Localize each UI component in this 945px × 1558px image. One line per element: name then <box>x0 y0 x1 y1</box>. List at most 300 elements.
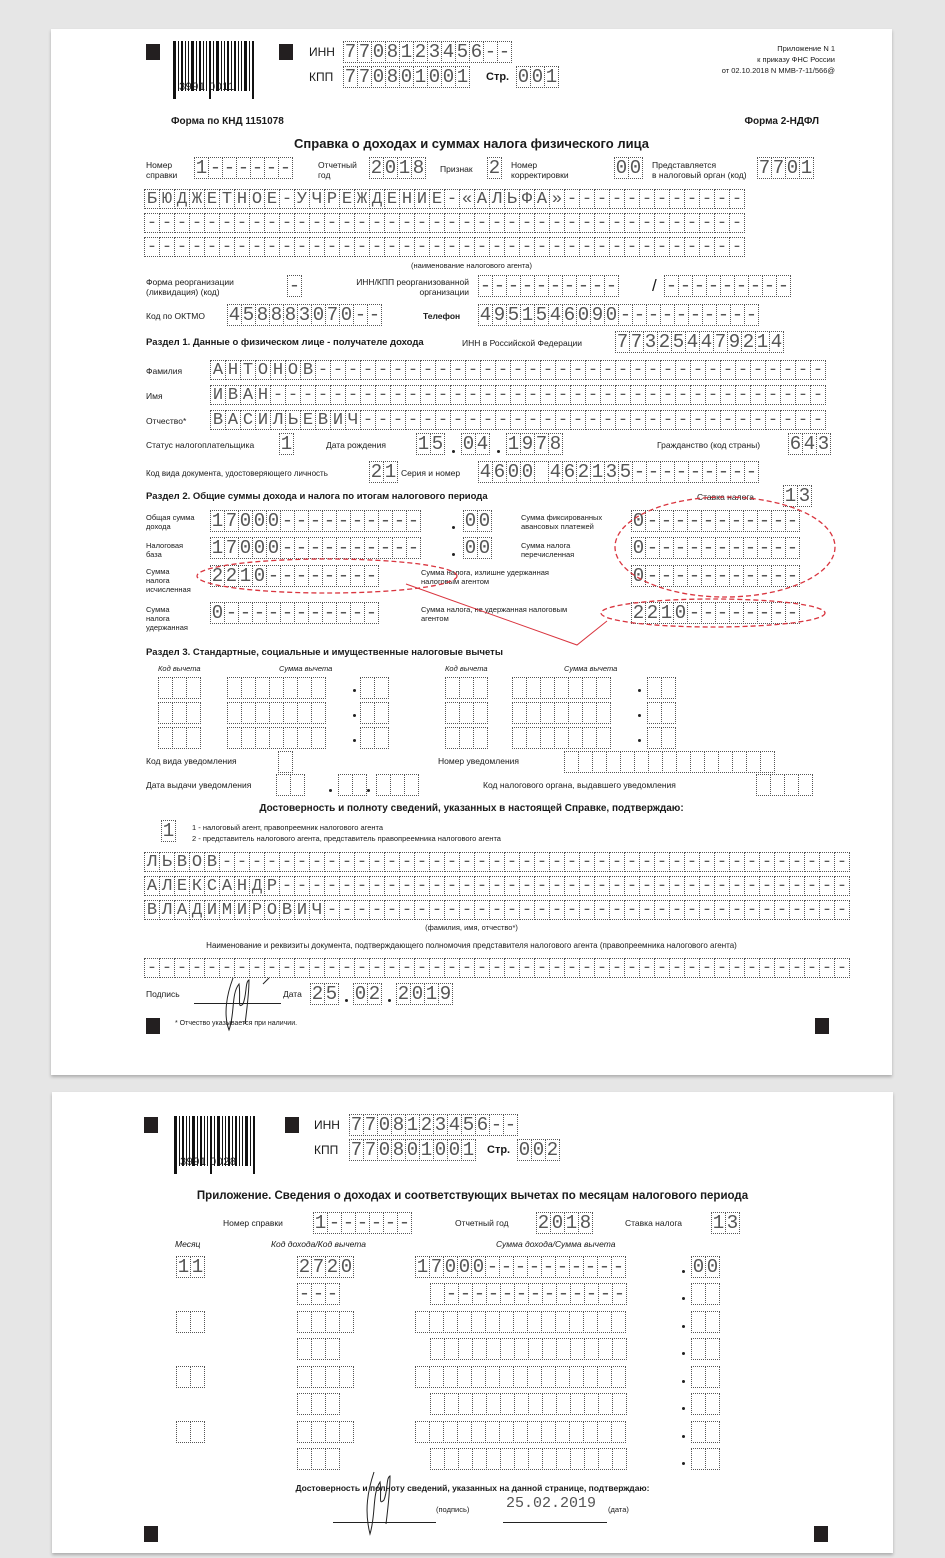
char-cell[interactable]: - <box>834 900 850 920</box>
char-cell[interactable] <box>704 751 719 773</box>
char-cell[interactable]: 7 <box>326 304 339 326</box>
char-cell[interactable] <box>297 1338 312 1360</box>
char-cell[interactable]: - <box>265 157 278 179</box>
char-cell[interactable]: 9 <box>591 304 604 326</box>
char-cell[interactable] <box>583 1421 598 1443</box>
char-cell[interactable]: - <box>420 410 436 430</box>
rate-field[interactable] <box>783 485 811 507</box>
char-cell[interactable]: - <box>295 510 308 532</box>
char-cell[interactable] <box>473 727 488 749</box>
char-cell[interactable]: 1 <box>545 66 558 88</box>
char-cell[interactable]: - <box>354 958 370 978</box>
char-cell[interactable] <box>528 1448 543 1470</box>
char-cell[interactable]: - <box>414 876 430 896</box>
char-cell[interactable] <box>512 702 527 724</box>
char-cell[interactable]: В <box>225 385 241 405</box>
char-cell[interactable]: - <box>774 958 790 978</box>
char-cell[interactable] <box>325 1311 340 1333</box>
char-cell[interactable]: - <box>445 1283 458 1305</box>
char-cell[interactable] <box>528 1338 543 1360</box>
char-cell[interactable]: - <box>281 602 294 624</box>
char-cell[interactable]: - <box>717 461 730 483</box>
char-cell[interactable]: - <box>758 602 771 624</box>
char-cell[interactable]: - <box>699 189 715 209</box>
char-cell[interactable]: 5 <box>456 41 469 63</box>
char-cell[interactable]: - <box>570 1256 583 1278</box>
char-cell[interactable] <box>276 774 291 796</box>
char-cell[interactable] <box>647 677 662 699</box>
char-cell[interactable] <box>458 1338 473 1360</box>
char-cell[interactable]: 1 <box>425 983 438 1005</box>
char-cell[interactable]: - <box>699 213 715 233</box>
char-cell[interactable]: Д <box>369 189 385 209</box>
char-cell[interactable]: 1 <box>800 157 813 179</box>
char-cell[interactable]: - <box>356 1212 369 1234</box>
char-cell[interactable]: 0 <box>239 510 252 532</box>
char-cell[interactable]: - <box>294 852 310 872</box>
cert-number-field[interactable] <box>194 157 292 179</box>
citizenship-field[interactable] <box>788 433 830 455</box>
char-cell[interactable] <box>269 702 284 724</box>
char-cell[interactable]: - <box>549 275 562 297</box>
month-field[interactable] <box>176 1421 204 1443</box>
char-cell[interactable]: 7 <box>225 537 238 559</box>
char-cell[interactable] <box>283 727 298 749</box>
char-cell[interactable]: - <box>714 876 730 896</box>
char-cell[interactable]: - <box>225 602 238 624</box>
char-cell[interactable]: 0 <box>706 1256 719 1278</box>
char-cell[interactable] <box>172 677 187 699</box>
char-cell[interactable] <box>457 1311 472 1333</box>
char-cell[interactable]: 2 <box>658 331 671 353</box>
char-cell[interactable] <box>459 727 474 749</box>
char-cell[interactable] <box>514 1393 529 1415</box>
char-cell[interactable]: - <box>675 385 691 405</box>
char-cell[interactable] <box>542 1338 557 1360</box>
char-cell[interactable] <box>541 1421 556 1443</box>
char-cell[interactable]: - <box>789 852 805 872</box>
char-cell[interactable] <box>445 727 460 749</box>
char-cell[interactable]: - <box>465 360 481 380</box>
char-cell[interactable]: - <box>351 510 364 532</box>
char-cell[interactable] <box>269 677 284 699</box>
char-cell[interactable]: 2 <box>537 1212 550 1234</box>
char-cell[interactable]: Б <box>144 189 160 209</box>
char-cell[interactable]: - <box>444 900 460 920</box>
char-cell[interactable]: - <box>159 213 175 233</box>
char-cell[interactable] <box>513 1421 528 1443</box>
char-cell[interactable]: А <box>474 189 490 209</box>
char-cell[interactable]: - <box>555 385 571 405</box>
char-cell[interactable] <box>486 1448 501 1470</box>
char-cell[interactable] <box>691 1311 706 1333</box>
deduction-sum-field[interactable] <box>430 1283 626 1305</box>
char-cell[interactable]: - <box>714 237 730 257</box>
char-cell[interactable] <box>540 702 555 724</box>
char-cell[interactable]: - <box>420 360 436 380</box>
char-cell[interactable] <box>784 774 799 796</box>
char-cell[interactable]: 5 <box>431 433 444 455</box>
char-cell[interactable]: - <box>661 304 674 326</box>
char-cell[interactable]: 0 <box>448 1139 461 1161</box>
char-cell[interactable]: - <box>474 958 490 978</box>
char-cell[interactable]: 5 <box>242 304 255 326</box>
char-cell[interactable]: - <box>330 360 346 380</box>
char-cell[interactable]: 7 <box>350 1114 363 1136</box>
char-cell[interactable]: - <box>639 213 655 233</box>
char-cell[interactable]: « <box>459 189 475 209</box>
char-cell[interactable] <box>513 1311 528 1333</box>
char-cell[interactable]: - <box>780 410 796 430</box>
char-cell[interactable]: 5 <box>462 1114 475 1136</box>
char-cell[interactable]: - <box>504 958 520 978</box>
char-cell[interactable]: - <box>714 213 730 233</box>
char-cell[interactable]: - <box>487 1283 500 1305</box>
char-cell[interactable]: - <box>819 958 835 978</box>
char-cell[interactable]: - <box>789 876 805 896</box>
char-cell[interactable]: 0 <box>378 1114 391 1136</box>
char-cell[interactable]: - <box>504 852 520 872</box>
char-cell[interactable]: 1 <box>384 461 397 483</box>
char-cell[interactable]: - <box>591 275 604 297</box>
char-cell[interactable]: - <box>540 360 556 380</box>
char-cell[interactable]: - <box>249 237 265 257</box>
char-cell[interactable] <box>691 1393 706 1415</box>
char-cell[interactable]: - <box>414 852 430 872</box>
char-cell[interactable]: - <box>209 157 222 179</box>
char-cell[interactable]: - <box>714 852 730 872</box>
char-cell[interactable] <box>798 774 813 796</box>
deduction-kop-field[interactable] <box>647 702 675 724</box>
char-cell[interactable] <box>186 677 201 699</box>
char-cell[interactable]: - <box>534 852 550 872</box>
char-cell[interactable] <box>297 1366 312 1388</box>
char-cell[interactable]: - <box>714 900 730 920</box>
char-cell[interactable]: - <box>279 852 295 872</box>
char-cell[interactable] <box>526 677 541 699</box>
char-cell[interactable]: - <box>780 385 796 405</box>
char-cell[interactable] <box>526 727 541 749</box>
char-cell[interactable]: 0 <box>354 983 367 1005</box>
char-cell[interactable]: - <box>514 1256 527 1278</box>
reorg-kpp-field[interactable] <box>664 275 790 297</box>
char-cell[interactable]: - <box>369 213 385 233</box>
char-cell[interactable]: Л <box>270 410 286 430</box>
char-cell[interactable]: 7 <box>630 331 643 353</box>
char-cell[interactable]: - <box>690 410 706 430</box>
char-cell[interactable] <box>429 1311 444 1333</box>
char-cell[interactable] <box>339 1366 354 1388</box>
char-cell[interactable]: Ч <box>345 410 361 430</box>
notice-year-field[interactable] <box>376 774 418 796</box>
char-cell[interactable] <box>584 1393 599 1415</box>
char-cell[interactable] <box>457 1421 472 1443</box>
char-cell[interactable]: - <box>489 213 505 233</box>
char-cell[interactable]: - <box>669 237 685 257</box>
char-cell[interactable]: - <box>399 237 415 257</box>
deduction-kop-field[interactable] <box>360 677 388 699</box>
char-cell[interactable]: - <box>479 275 492 297</box>
char-cell[interactable]: И <box>204 900 220 920</box>
inn-rf-field[interactable] <box>615 331 783 353</box>
char-cell[interactable]: - <box>219 958 235 978</box>
char-cell[interactable]: - <box>337 602 350 624</box>
tax-paid-field[interactable] <box>631 537 799 559</box>
char-cell[interactable]: - <box>564 852 580 872</box>
char-cell[interactable]: - <box>369 237 385 257</box>
char-cell[interactable]: А <box>225 410 241 430</box>
signer-type-field[interactable] <box>161 820 175 842</box>
char-cell[interactable]: - <box>370 1212 383 1234</box>
char-cell[interactable]: Ж <box>189 189 205 209</box>
notice-day-field[interactable] <box>276 774 304 796</box>
char-cell[interactable]: - <box>729 958 745 978</box>
char-cell[interactable]: - <box>716 510 729 532</box>
char-cell[interactable]: - <box>323 565 336 587</box>
reorg-inn-field[interactable] <box>478 275 618 297</box>
char-cell[interactable]: 6 <box>493 461 506 483</box>
char-cell[interactable]: - <box>557 1283 570 1305</box>
char-cell[interactable]: - <box>459 237 475 257</box>
char-cell[interactable]: - <box>390 410 406 430</box>
char-cell[interactable] <box>568 677 583 699</box>
char-cell[interactable]: - <box>204 958 220 978</box>
char-cell[interactable]: - <box>300 385 316 405</box>
char-cell[interactable]: 0 <box>632 565 645 587</box>
birth-year-field[interactable] <box>506 433 562 455</box>
sign-field[interactable] <box>487 157 501 179</box>
char-cell[interactable] <box>297 1311 312 1333</box>
char-cell[interactable] <box>647 727 662 749</box>
char-cell[interactable] <box>458 1448 473 1470</box>
char-cell[interactable]: - <box>414 213 430 233</box>
char-cell[interactable]: 6 <box>563 461 576 483</box>
char-cell[interactable]: 7 <box>225 510 238 532</box>
char-cell[interactable]: 1 <box>314 1212 327 1234</box>
char-cell[interactable]: - <box>189 213 205 233</box>
char-cell[interactable]: - <box>615 360 631 380</box>
char-cell[interactable]: 1 <box>456 66 469 88</box>
char-cell[interactable]: - <box>354 900 370 920</box>
char-cell[interactable]: - <box>345 385 361 405</box>
char-cell[interactable] <box>325 1338 340 1360</box>
char-cell[interactable]: - <box>504 237 520 257</box>
char-cell[interactable]: - <box>429 876 445 896</box>
char-cell[interactable] <box>662 751 677 773</box>
char-cell[interactable]: - <box>690 385 706 405</box>
char-cell[interactable]: 2 <box>546 1139 559 1161</box>
char-cell[interactable]: 0 <box>384 157 397 179</box>
char-cell[interactable]: - <box>549 852 565 872</box>
char-cell[interactable]: - <box>384 900 400 920</box>
char-cell[interactable]: - <box>714 958 730 978</box>
char-cell[interactable]: - <box>564 189 580 209</box>
rate-field[interactable] <box>711 1212 739 1234</box>
phone-field[interactable] <box>478 304 758 326</box>
sign-day-field[interactable] <box>310 983 338 1005</box>
char-cell[interactable]: Л <box>144 852 160 872</box>
char-cell[interactable]: - <box>444 852 460 872</box>
char-cell[interactable] <box>172 702 187 724</box>
char-cell[interactable]: - <box>563 275 576 297</box>
char-cell[interactable]: - <box>688 537 701 559</box>
char-cell[interactable]: - <box>309 958 325 978</box>
char-cell[interactable]: - <box>500 1256 513 1278</box>
char-cell[interactable]: 1 <box>211 510 224 532</box>
char-cell[interactable]: 7 <box>312 1256 325 1278</box>
char-cell[interactable]: - <box>615 410 631 430</box>
char-cell[interactable]: - <box>435 360 451 380</box>
char-cell[interactable]: Л <box>489 189 505 209</box>
char-cell[interactable]: - <box>729 213 745 233</box>
char-cell[interactable]: 4 <box>442 41 455 63</box>
char-cell[interactable] <box>514 1448 529 1470</box>
inn-field[interactable] <box>349 1114 517 1136</box>
char-cell[interactable] <box>582 677 597 699</box>
char-cell[interactable]: - <box>435 385 451 405</box>
char-cell[interactable]: 0 <box>464 510 477 532</box>
char-cell[interactable]: - <box>819 852 835 872</box>
char-cell[interactable]: - <box>834 876 850 896</box>
char-cell[interactable]: - <box>579 237 595 257</box>
char-cell[interactable] <box>541 1366 556 1388</box>
char-cell[interactable] <box>457 1366 472 1388</box>
char-cell[interactable]: - <box>579 189 595 209</box>
char-cell[interactable]: - <box>684 237 700 257</box>
char-cell[interactable] <box>512 677 527 699</box>
char-cell[interactable]: Ж <box>354 189 370 209</box>
char-cell[interactable]: - <box>444 189 460 209</box>
char-cell[interactable]: 0 <box>629 157 642 179</box>
char-cell[interactable]: 0 <box>786 157 799 179</box>
char-cell[interactable] <box>760 751 775 773</box>
notice-type-field[interactable] <box>278 751 292 773</box>
char-cell[interactable]: - <box>705 360 721 380</box>
char-cell[interactable]: 8 <box>256 304 269 326</box>
char-cell[interactable] <box>471 1421 486 1443</box>
char-cell[interactable]: - <box>480 360 496 380</box>
char-cell[interactable]: - <box>564 876 580 896</box>
char-cell[interactable]: 1 <box>280 433 293 455</box>
char-cell[interactable] <box>598 1338 613 1360</box>
char-cell[interactable]: - <box>810 385 826 405</box>
char-cell[interactable]: - <box>765 410 781 430</box>
month-field[interactable] <box>176 1366 204 1388</box>
char-cell[interactable]: Т <box>240 360 256 380</box>
char-cell[interactable]: - <box>369 900 385 920</box>
deduction-code-field[interactable] <box>158 727 200 749</box>
char-cell[interactable]: - <box>444 876 460 896</box>
deduction-kop-field[interactable] <box>647 727 675 749</box>
char-cell[interactable]: - <box>375 385 391 405</box>
char-cell[interactable] <box>415 1311 430 1333</box>
char-cell[interactable]: - <box>585 1283 598 1305</box>
char-cell[interactable]: - <box>405 410 421 430</box>
deduction-code-field[interactable] <box>297 1393 339 1415</box>
char-cell[interactable]: - <box>159 958 175 978</box>
char-cell[interactable]: - <box>777 275 790 297</box>
char-cell[interactable]: - <box>270 385 286 405</box>
char-cell[interactable]: - <box>264 237 280 257</box>
char-cell[interactable]: - <box>429 237 445 257</box>
char-cell[interactable]: - <box>351 565 364 587</box>
char-cell[interactable]: 1 <box>660 602 673 624</box>
char-cell[interactable]: - <box>669 958 685 978</box>
char-cell[interactable] <box>691 1366 706 1388</box>
char-cell[interactable]: - <box>609 852 625 872</box>
char-cell[interactable] <box>325 1448 340 1470</box>
char-cell[interactable]: 8 <box>392 1114 405 1136</box>
char-cell[interactable]: - <box>534 958 550 978</box>
char-cell[interactable]: - <box>324 876 340 896</box>
char-cell[interactable]: - <box>765 360 781 380</box>
char-cell[interactable]: - <box>525 360 541 380</box>
char-cell[interactable]: - <box>429 958 445 978</box>
char-cell[interactable]: - <box>744 537 757 559</box>
char-cell[interactable]: - <box>399 876 415 896</box>
char-cell[interactable]: - <box>674 565 687 587</box>
deduction-code-field[interactable] <box>297 1448 339 1470</box>
char-cell[interactable] <box>527 1366 542 1388</box>
char-cell[interactable]: - <box>504 213 520 233</box>
char-cell[interactable]: - <box>675 304 688 326</box>
char-cell[interactable]: - <box>429 213 445 233</box>
char-cell[interactable]: - <box>450 410 466 430</box>
char-cell[interactable] <box>718 751 733 773</box>
char-cell[interactable] <box>311 1366 326 1388</box>
char-cell[interactable]: - <box>339 958 355 978</box>
tax-calc-field[interactable] <box>210 565 378 587</box>
char-cell[interactable]: О <box>264 900 280 920</box>
income-code-field[interactable] <box>297 1311 353 1333</box>
char-cell[interactable]: - <box>786 510 799 532</box>
char-cell[interactable]: - <box>414 237 430 257</box>
char-cell[interactable]: - <box>295 565 308 587</box>
char-cell[interactable] <box>570 1338 585 1360</box>
char-cell[interactable]: - <box>646 537 659 559</box>
char-cell[interactable]: - <box>429 852 445 872</box>
char-cell[interactable] <box>444 1338 459 1360</box>
char-cell[interactable]: 8 <box>412 157 425 179</box>
char-cell[interactable]: Н <box>270 360 286 380</box>
char-cell[interactable]: - <box>144 958 160 978</box>
char-cell[interactable]: - <box>281 537 294 559</box>
char-cell[interactable]: 1 <box>784 485 797 507</box>
char-cell[interactable]: - <box>444 237 460 257</box>
page-number-field[interactable] <box>516 66 558 88</box>
char-cell[interactable]: - <box>393 537 406 559</box>
char-cell[interactable]: - <box>585 410 601 430</box>
char-cell[interactable]: - <box>774 876 790 896</box>
char-cell[interactable] <box>612 1338 627 1360</box>
char-cell[interactable] <box>541 1311 556 1333</box>
char-cell[interactable] <box>485 1311 500 1333</box>
char-cell[interactable] <box>158 727 173 749</box>
char-cell[interactable] <box>338 774 353 796</box>
char-cell[interactable] <box>691 1338 706 1360</box>
char-cell[interactable]: У <box>294 189 310 209</box>
char-cell[interactable]: 4 <box>700 331 713 353</box>
income-sum-field[interactable] <box>415 1366 625 1388</box>
deduction-kop-field[interactable] <box>647 677 675 699</box>
char-cell[interactable] <box>705 1311 720 1333</box>
deduction-kop-field[interactable] <box>691 1283 719 1305</box>
char-cell[interactable]: - <box>599 1283 612 1305</box>
char-cell[interactable]: - <box>609 237 625 257</box>
char-cell[interactable]: 4 <box>479 304 492 326</box>
char-cell[interactable]: 0 <box>692 1256 705 1278</box>
char-cell[interactable]: 0 <box>434 1139 447 1161</box>
